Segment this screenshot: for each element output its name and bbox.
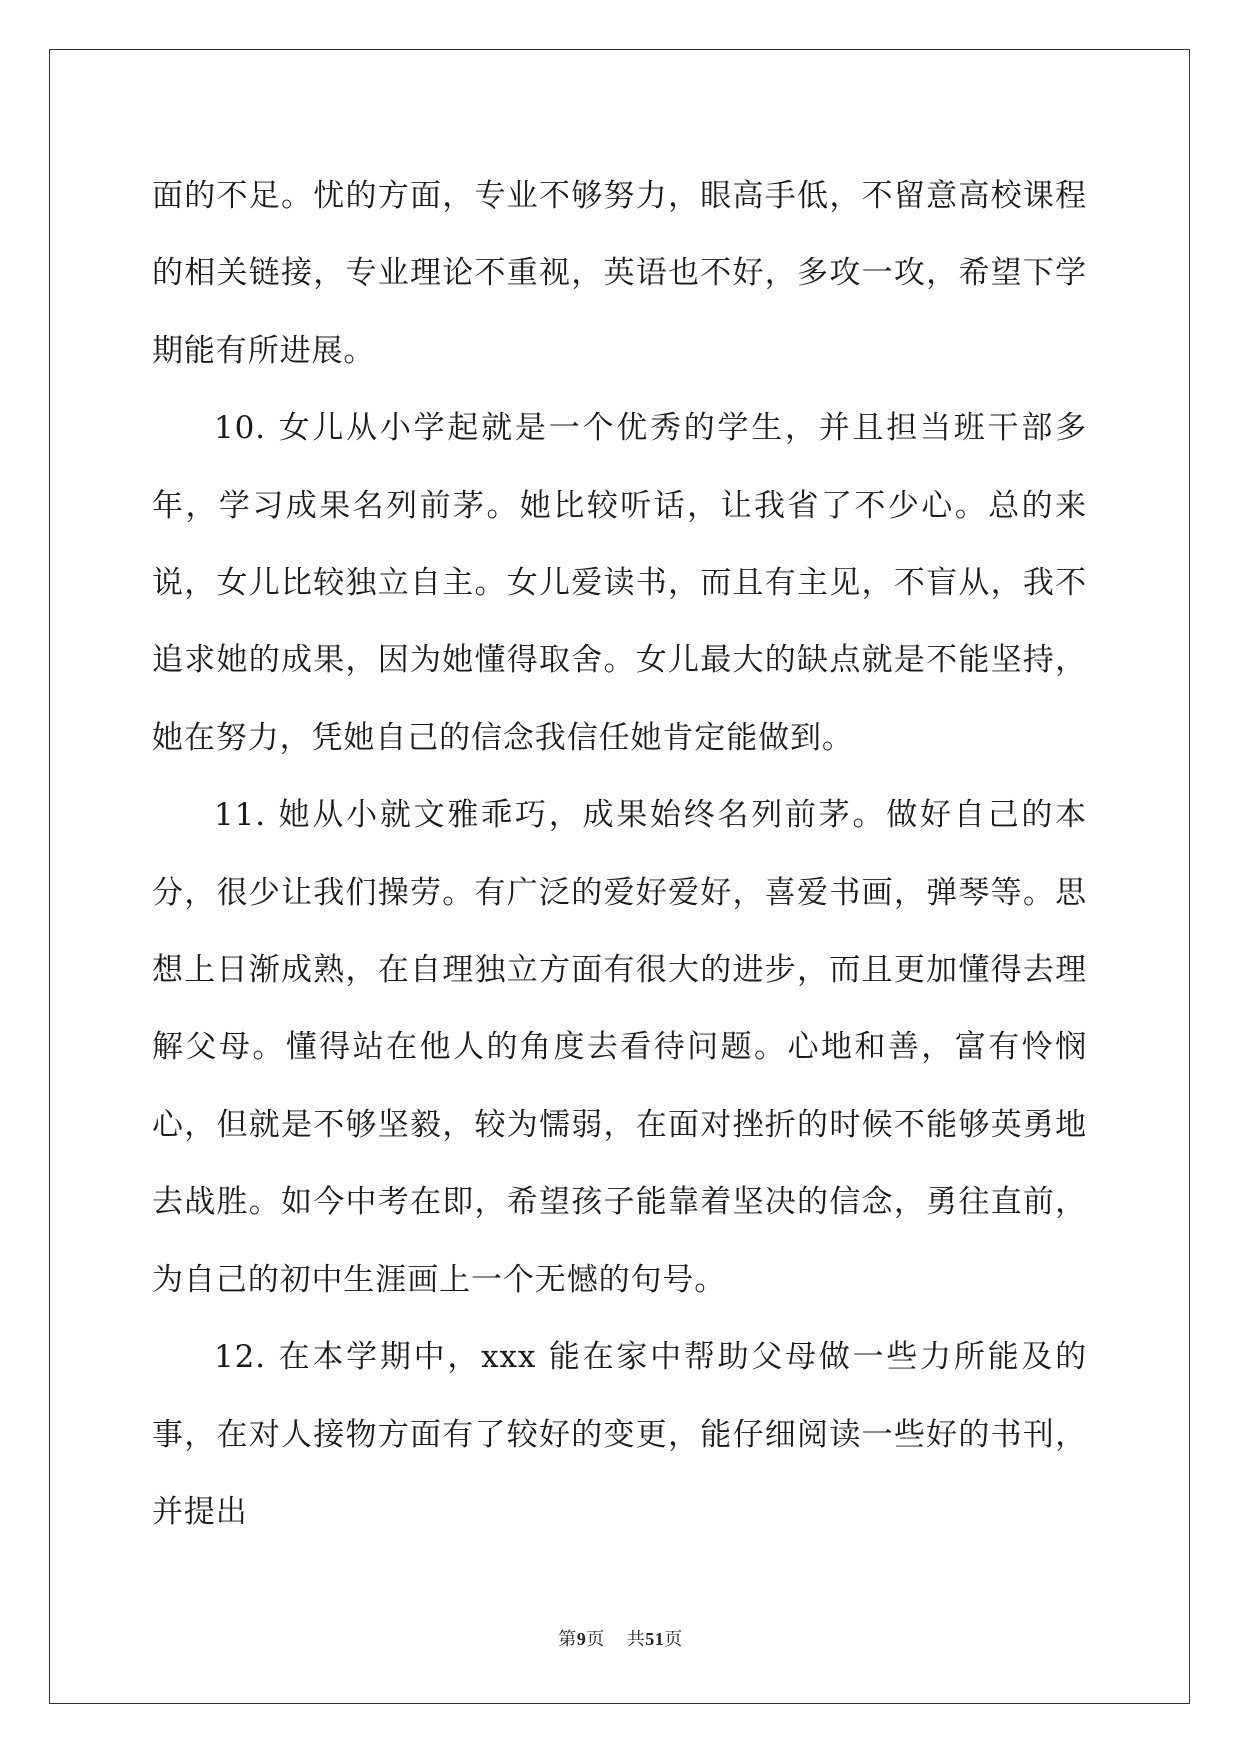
- page-prefix: 第: [558, 1629, 577, 1650]
- document-body: [152, 158, 1087, 1551]
- total-pages: 51: [645, 1629, 665, 1649]
- total-suffix: 页: [664, 1629, 683, 1650]
- paragraph-10: 10. 女儿从小学起就是一个优秀的学生，并且担当班干部多年，学习成果名列前茅。她比较听话，让我省了不少心。总的来说，女儿比较独立自主。女儿爱读书，而且有主见，不盲从，我不追求她的成果，因为她懂得取舍。女儿最大的缺点就是不能坚持，她在努力，凭她自己的信念我信任她肯定能做到。: [152, 410, 1087, 756]
- page-number: 9: [576, 1629, 587, 1649]
- total-prefix: 共: [626, 1629, 646, 1650]
- paragraph-11: 11. 她从小就文雅乖巧，成果始终名列前茅。做好自己的本分，很少让我们操劳。有广泛的爱好爱好，喜爱书画，弹琴等。思想上日渐成熟，在自理独立方面有很大的进步，而且更加懂得去理解父母。懂得站在他人的角度去看待问题。心地和善，富有怜悯心，但就是不够坚毅，较为懦弱，在面对挫折的时候不能够英勇地去战胜。如今中考在即，希望孩子能靠着坚决的信念，勇往直前，为自己的初中生涯画上一个无憾的句号。: [152, 797, 1087, 1298]
- page-footer: [0, 1625, 1241, 1651]
- paragraph-continued: 面的不足。忧的方面，专业不够努力，眼高手低，不留意高校课程的相关链接，专业理论不重视，英语也不好，多攻一攻，希望下学期能有所进展。: [152, 178, 1087, 369]
- paragraph-12: 12. 在本学期中，xxx 能在家中帮助父母做一些力所能及的事，在对人接物方面有了较好的变更，能仔细阅读一些好的书刊，并提出: [152, 1339, 1087, 1530]
- page-suffix: 页: [586, 1629, 605, 1650]
